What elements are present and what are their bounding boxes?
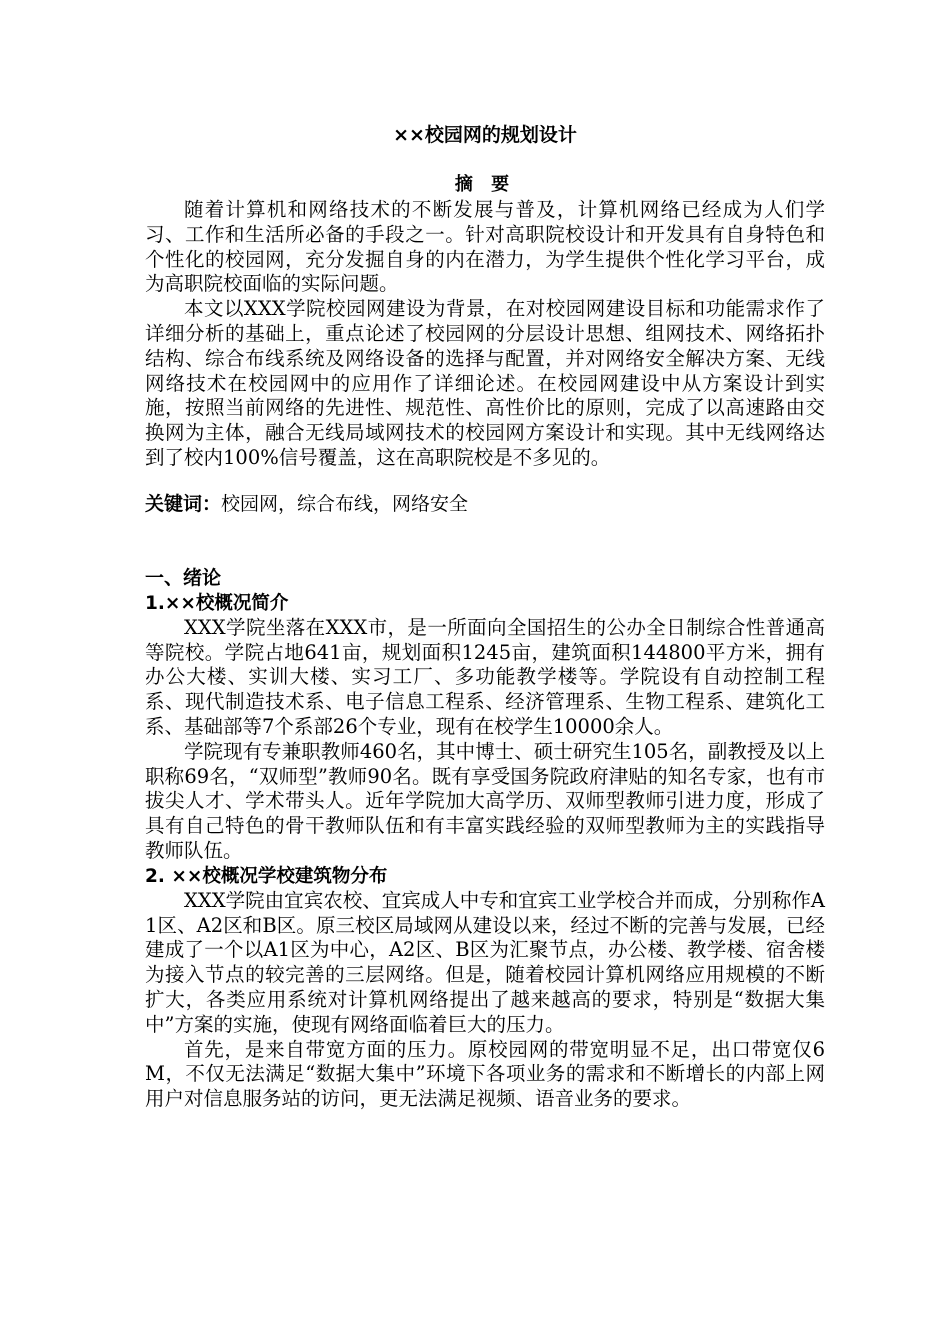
abstract-paragraph: 随着计算机和网络技术的不断发展与普及，计算机网络已经成为人们学习、工作和生活所必备的手段之一。针对高职院校设计和开发具有自身特色和个性化的校园网，充分发掘自身的内在潜力，为学生提供个性化学习平台，成为高职院校面临的实际问题。: [145, 198, 825, 296]
body-paragraph: 学院现有专兼职教师460名，其中博士、硕士研究生105名，副教授及以上职称69名，“双师型”教师90名。既有享受国务院政府津贴的知名专家，也有市拔尖人才、学术带头人。近年学院加大高学历、双师型教师引进力度，形成了具有自己特色的骨干教师队伍和有丰富实践经验的双师型教师为主的实践指导教师队伍。: [145, 739, 825, 862]
abstract-paragraph: 本文以XXX学院校园网建设为背景，在对校园网建设目标和功能需求作了详细分析的基础上，重点论述了校园网的分层设计思想、组网技术、网络拓扑结构、综合布线系统及网络设备的选择与配置，并对网络安全解决方案、无线网络技术在校园网中的应用作了详细论述。在校园网建设中从方案设计到实施，按照当前网络的先进性、规范性、高性价比的原则，完成了以高速路由交换网为主体，融合无线局域网技术的校园网方案设计和实现。其中无线网络达到了校内100%信号覆盖，这在高职院校是不多见的。: [145, 297, 825, 469]
section-heading: 一、绪论: [145, 566, 222, 589]
document-title: ××校园网的规划设计: [393, 124, 577, 146]
body-paragraph: XXX学院坐落在XXX市，是一所面向全国招生的公办全日制综合性普通高等院校。学院占地641亩，规划面积1245亩，建筑面积144800平方米，拥有办公大楼、实训大楼、实习工厂、多功能教学楼等。学院设有自动控制工程系、现代制造技术系、电子信息工程系、经济管理系、生物工程系、建筑化工系、基础部等7个系部26个专业，现有在校学生10000余人。: [145, 615, 825, 738]
abstract-heading: 摘 要: [454, 174, 516, 195]
body-paragraph: 首先，是来自带宽方面的压力。原校园网的带宽明显不足，出口带宽仅6M，不仅无法满足“数据大集中”环境下各项业务的需求和不断增长的内部上网用户对信息服务站的访问，更无法满足视频、语音业务的要求。: [145, 1037, 825, 1111]
document-page: [145, 120, 825, 1112]
subsection-heading: 2. ××校概况学校建筑物分布: [145, 865, 388, 887]
keywords-text: 校园网，综合布线，网络安全: [221, 492, 469, 515]
subsection-heading: 1.××校概况简介: [145, 592, 289, 614]
keywords-line: [145, 491, 825, 517]
body-paragraph: XXX学院由宜宾农校、宜宾成人中专和宜宾工业学校合并而成，分别称作A1区、A2区和B区。原三校区局域网从建设以来，经过不断的完善与发展，已经建成了一个以A1区为中心，A2区、B区为汇聚节点，办公楼、教学楼、宿舍楼为接入节点的较完善的三层网络。但是，随着校园计算机网络应用规模的不断扩大，各类应用系统对计算机网络提出了越来越高的要求，特别是“数据大集中”方案的实施，使现有网络面临着巨大的压力。: [145, 888, 825, 1036]
keywords-label: 关键词：: [145, 492, 222, 515]
